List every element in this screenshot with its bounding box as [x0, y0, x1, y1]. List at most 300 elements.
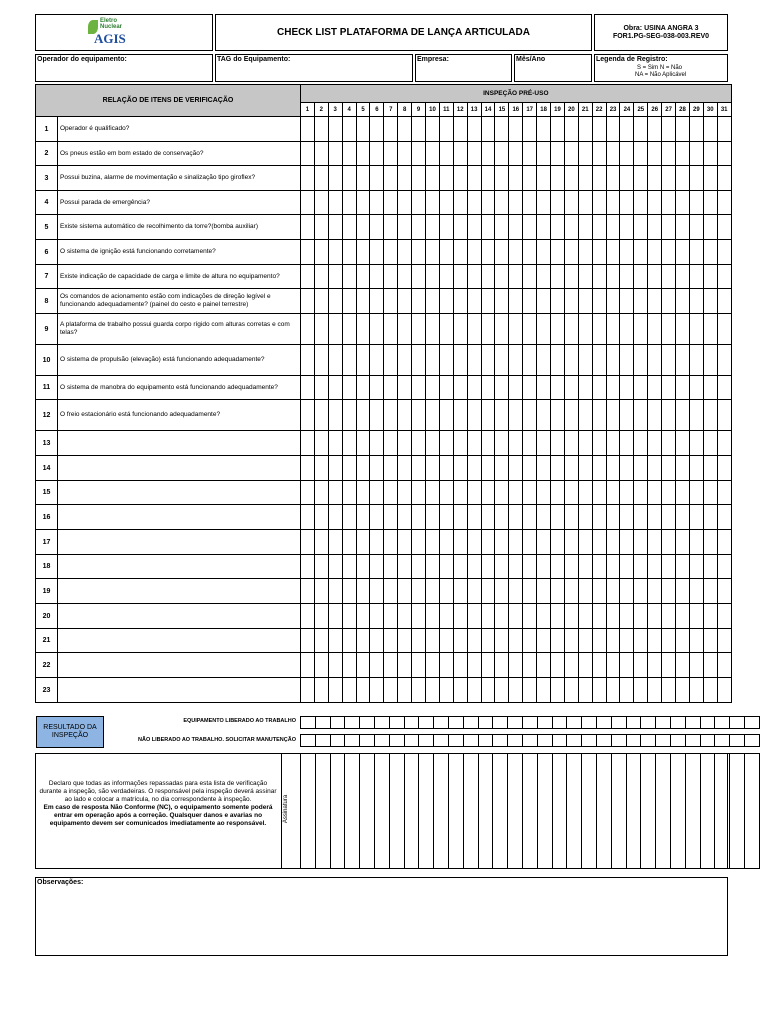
- check-cell[interactable]: [453, 289, 467, 314]
- check-cell[interactable]: [384, 481, 398, 505]
- check-cell[interactable]: [676, 481, 690, 505]
- check-cell[interactable]: [370, 530, 384, 555]
- check-cell[interactable]: [328, 142, 342, 166]
- check-cell[interactable]: [342, 166, 356, 191]
- check-cell[interactable]: [509, 215, 523, 240]
- check-cell[interactable]: [412, 653, 426, 678]
- check-cell[interactable]: [537, 240, 551, 265]
- check-cell[interactable]: [537, 376, 551, 400]
- check-cell[interactable]: [301, 678, 315, 703]
- check-cell[interactable]: [689, 215, 703, 240]
- check-cell[interactable]: [551, 456, 565, 481]
- check-cell[interactable]: [648, 555, 662, 579]
- check-cell[interactable]: [537, 166, 551, 191]
- check-cell[interactable]: [620, 555, 634, 579]
- check-cell[interactable]: [412, 505, 426, 530]
- check-cell[interactable]: [370, 481, 384, 505]
- check-cell[interactable]: [453, 456, 467, 481]
- check-cell[interactable]: [398, 142, 412, 166]
- liberado-cell[interactable]: [493, 717, 508, 729]
- check-cell[interactable]: [398, 376, 412, 400]
- check-cell[interactable]: [592, 215, 606, 240]
- check-cell[interactable]: [648, 345, 662, 376]
- check-cell[interactable]: [342, 142, 356, 166]
- check-cell[interactable]: [662, 400, 676, 431]
- liberado-cell[interactable]: [463, 717, 478, 729]
- check-cell[interactable]: [689, 481, 703, 505]
- check-cell[interactable]: [634, 400, 648, 431]
- check-cell[interactable]: [453, 142, 467, 166]
- check-cell[interactable]: [537, 555, 551, 579]
- check-cell[interactable]: [509, 166, 523, 191]
- check-cell[interactable]: [356, 142, 370, 166]
- check-cell[interactable]: [314, 653, 328, 678]
- check-cell[interactable]: [398, 481, 412, 505]
- check-cell[interactable]: [342, 117, 356, 142]
- liberado-cell[interactable]: [345, 717, 360, 729]
- check-cell[interactable]: [370, 604, 384, 629]
- check-cell[interactable]: [578, 653, 592, 678]
- check-cell[interactable]: [606, 215, 620, 240]
- check-cell[interactable]: [439, 579, 453, 604]
- liberado-cell[interactable]: [685, 717, 700, 729]
- check-cell[interactable]: [634, 376, 648, 400]
- check-cell[interactable]: [634, 481, 648, 505]
- check-cell[interactable]: [453, 265, 467, 289]
- check-cell[interactable]: [301, 142, 315, 166]
- check-cell[interactable]: [717, 579, 731, 604]
- signature-cell[interactable]: [404, 754, 419, 869]
- check-cell[interactable]: [564, 289, 578, 314]
- nao-liberado-cell[interactable]: [582, 735, 597, 747]
- check-cell[interactable]: [453, 166, 467, 191]
- check-cell[interactable]: [689, 530, 703, 555]
- nao-liberado-cell[interactable]: [463, 735, 478, 747]
- check-cell[interactable]: [356, 376, 370, 400]
- check-cell[interactable]: [356, 653, 370, 678]
- check-cell[interactable]: [620, 579, 634, 604]
- check-cell[interactable]: [592, 505, 606, 530]
- check-cell[interactable]: [370, 505, 384, 530]
- check-cell[interactable]: [634, 456, 648, 481]
- check-cell[interactable]: [523, 314, 537, 345]
- check-cell[interactable]: [620, 629, 634, 653]
- check-cell[interactable]: [439, 555, 453, 579]
- check-cell[interactable]: [634, 117, 648, 142]
- check-cell[interactable]: [453, 314, 467, 345]
- check-cell[interactable]: [314, 166, 328, 191]
- check-cell[interactable]: [523, 265, 537, 289]
- check-cell[interactable]: [551, 629, 565, 653]
- check-cell[interactable]: [426, 629, 440, 653]
- check-cell[interactable]: [439, 530, 453, 555]
- check-cell[interactable]: [592, 678, 606, 703]
- check-cell[interactable]: [551, 314, 565, 345]
- check-cell[interactable]: [509, 653, 523, 678]
- check-cell[interactable]: [301, 431, 315, 456]
- check-cell[interactable]: [481, 142, 495, 166]
- check-cell[interactable]: [301, 400, 315, 431]
- check-cell[interactable]: [634, 215, 648, 240]
- check-cell[interactable]: [384, 678, 398, 703]
- check-cell[interactable]: [328, 431, 342, 456]
- check-cell[interactable]: [703, 456, 717, 481]
- liberado-cell[interactable]: [715, 717, 730, 729]
- check-cell[interactable]: [592, 265, 606, 289]
- signature-cell[interactable]: [537, 754, 552, 869]
- check-cell[interactable]: [523, 142, 537, 166]
- check-cell[interactable]: [537, 481, 551, 505]
- check-cell[interactable]: [384, 555, 398, 579]
- check-cell[interactable]: [453, 191, 467, 215]
- check-cell[interactable]: [439, 345, 453, 376]
- check-cell[interactable]: [481, 629, 495, 653]
- check-cell[interactable]: [717, 265, 731, 289]
- check-cell[interactable]: [592, 555, 606, 579]
- check-cell[interactable]: [439, 314, 453, 345]
- check-cell[interactable]: [342, 579, 356, 604]
- check-cell[interactable]: [453, 555, 467, 579]
- check-cell[interactable]: [426, 400, 440, 431]
- check-cell[interactable]: [495, 629, 509, 653]
- check-cell[interactable]: [537, 678, 551, 703]
- check-cell[interactable]: [648, 678, 662, 703]
- check-cell[interactable]: [662, 555, 676, 579]
- check-cell[interactable]: [537, 215, 551, 240]
- liberado-cell[interactable]: [508, 717, 523, 729]
- check-cell[interactable]: [620, 481, 634, 505]
- check-cell[interactable]: [689, 142, 703, 166]
- check-cell[interactable]: [301, 215, 315, 240]
- check-cell[interactable]: [717, 240, 731, 265]
- check-cell[interactable]: [523, 481, 537, 505]
- check-cell[interactable]: [648, 400, 662, 431]
- check-cell[interactable]: [328, 215, 342, 240]
- check-cell[interactable]: [328, 240, 342, 265]
- liberado-cell[interactable]: [301, 717, 316, 729]
- check-cell[interactable]: [578, 555, 592, 579]
- check-cell[interactable]: [412, 376, 426, 400]
- check-cell[interactable]: [564, 314, 578, 345]
- check-cell[interactable]: [439, 481, 453, 505]
- check-cell[interactable]: [384, 604, 398, 629]
- liberado-cell[interactable]: [626, 717, 641, 729]
- check-cell[interactable]: [314, 265, 328, 289]
- check-cell[interactable]: [606, 289, 620, 314]
- check-cell[interactable]: [467, 629, 481, 653]
- check-cell[interactable]: [717, 289, 731, 314]
- nao-liberado-cell[interactable]: [656, 735, 671, 747]
- signature-cell[interactable]: [493, 754, 508, 869]
- check-cell[interactable]: [342, 629, 356, 653]
- check-cell[interactable]: [620, 400, 634, 431]
- check-cell[interactable]: [703, 142, 717, 166]
- check-cell[interactable]: [564, 629, 578, 653]
- check-cell[interactable]: [662, 289, 676, 314]
- check-cell[interactable]: [578, 215, 592, 240]
- check-cell[interactable]: [606, 191, 620, 215]
- check-cell[interactable]: [439, 505, 453, 530]
- check-cell[interactable]: [606, 579, 620, 604]
- check-cell[interactable]: [564, 530, 578, 555]
- empresa-field[interactable]: [415, 54, 512, 82]
- check-cell[interactable]: [676, 579, 690, 604]
- liberado-cell[interactable]: [434, 717, 449, 729]
- check-cell[interactable]: [356, 629, 370, 653]
- signature-cell[interactable]: [345, 754, 360, 869]
- check-cell[interactable]: [537, 431, 551, 456]
- check-cell[interactable]: [495, 117, 509, 142]
- check-cell[interactable]: [578, 314, 592, 345]
- check-cell[interactable]: [314, 678, 328, 703]
- check-cell[interactable]: [648, 629, 662, 653]
- check-cell[interactable]: [564, 166, 578, 191]
- check-cell[interactable]: [703, 505, 717, 530]
- check-cell[interactable]: [342, 530, 356, 555]
- check-cell[interactable]: [676, 345, 690, 376]
- check-cell[interactable]: [495, 240, 509, 265]
- signature-cell[interactable]: [700, 754, 715, 869]
- nao-liberado-cell[interactable]: [345, 735, 360, 747]
- check-cell[interactable]: [426, 215, 440, 240]
- check-cell[interactable]: [606, 653, 620, 678]
- check-cell[interactable]: [398, 579, 412, 604]
- check-cell[interactable]: [467, 289, 481, 314]
- check-cell[interactable]: [509, 481, 523, 505]
- check-cell[interactable]: [676, 215, 690, 240]
- check-cell[interactable]: [481, 376, 495, 400]
- nao-liberado-cell[interactable]: [434, 735, 449, 747]
- check-cell[interactable]: [523, 604, 537, 629]
- check-cell[interactable]: [703, 345, 717, 376]
- check-cell[interactable]: [620, 142, 634, 166]
- check-cell[interactable]: [551, 579, 565, 604]
- check-cell[interactable]: [495, 289, 509, 314]
- check-cell[interactable]: [689, 431, 703, 456]
- check-cell[interactable]: [564, 555, 578, 579]
- nao-liberado-cell[interactable]: [700, 735, 715, 747]
- check-cell[interactable]: [398, 653, 412, 678]
- check-cell[interactable]: [620, 678, 634, 703]
- check-cell[interactable]: [717, 530, 731, 555]
- check-cell[interactable]: [370, 431, 384, 456]
- check-cell[interactable]: [384, 505, 398, 530]
- check-cell[interactable]: [495, 400, 509, 431]
- check-cell[interactable]: [384, 117, 398, 142]
- check-cell[interactable]: [509, 376, 523, 400]
- check-cell[interactable]: [620, 265, 634, 289]
- check-cell[interactable]: [439, 240, 453, 265]
- check-cell[interactable]: [717, 555, 731, 579]
- check-cell[interactable]: [453, 240, 467, 265]
- check-cell[interactable]: [439, 431, 453, 456]
- check-cell[interactable]: [648, 481, 662, 505]
- check-cell[interactable]: [703, 530, 717, 555]
- check-cell[interactable]: [703, 376, 717, 400]
- check-cell[interactable]: [328, 314, 342, 345]
- check-cell[interactable]: [426, 456, 440, 481]
- check-cell[interactable]: [314, 555, 328, 579]
- check-cell[interactable]: [551, 191, 565, 215]
- check-cell[interactable]: [412, 431, 426, 456]
- check-cell[interactable]: [703, 579, 717, 604]
- check-cell[interactable]: [370, 456, 384, 481]
- check-cell[interactable]: [648, 653, 662, 678]
- nao-liberado-cell[interactable]: [670, 735, 685, 747]
- check-cell[interactable]: [592, 604, 606, 629]
- check-cell[interactable]: [495, 191, 509, 215]
- check-cell[interactable]: [356, 166, 370, 191]
- liberado-cell[interactable]: [611, 717, 626, 729]
- check-cell[interactable]: [342, 215, 356, 240]
- check-cell[interactable]: [370, 376, 384, 400]
- mes-ano-field[interactable]: [514, 54, 592, 82]
- check-cell[interactable]: [509, 579, 523, 604]
- check-cell[interactable]: [467, 456, 481, 481]
- check-cell[interactable]: [578, 345, 592, 376]
- check-cell[interactable]: [634, 653, 648, 678]
- check-cell[interactable]: [648, 530, 662, 555]
- check-cell[interactable]: [537, 604, 551, 629]
- check-cell[interactable]: [676, 400, 690, 431]
- operador-field[interactable]: [35, 54, 213, 82]
- nao-liberado-cell[interactable]: [567, 735, 582, 747]
- check-cell[interactable]: [356, 265, 370, 289]
- check-cell[interactable]: [384, 191, 398, 215]
- check-cell[interactable]: [648, 314, 662, 345]
- check-cell[interactable]: [398, 215, 412, 240]
- check-cell[interactable]: [606, 481, 620, 505]
- nao-liberado-cell[interactable]: [493, 735, 508, 747]
- check-cell[interactable]: [662, 530, 676, 555]
- check-cell[interactable]: [328, 289, 342, 314]
- check-cell[interactable]: [689, 289, 703, 314]
- check-cell[interactable]: [564, 376, 578, 400]
- check-cell[interactable]: [384, 456, 398, 481]
- check-cell[interactable]: [634, 240, 648, 265]
- liberado-cell[interactable]: [448, 717, 463, 729]
- check-cell[interactable]: [717, 456, 731, 481]
- check-cell[interactable]: [328, 481, 342, 505]
- check-cell[interactable]: [412, 166, 426, 191]
- check-cell[interactable]: [398, 191, 412, 215]
- check-cell[interactable]: [439, 653, 453, 678]
- signature-cell[interactable]: [463, 754, 478, 869]
- check-cell[interactable]: [481, 265, 495, 289]
- signature-cell[interactable]: [315, 754, 330, 869]
- check-cell[interactable]: [564, 653, 578, 678]
- check-cell[interactable]: [592, 431, 606, 456]
- check-cell[interactable]: [689, 265, 703, 289]
- check-cell[interactable]: [509, 629, 523, 653]
- check-cell[interactable]: [384, 265, 398, 289]
- check-cell[interactable]: [703, 215, 717, 240]
- check-cell[interactable]: [634, 530, 648, 555]
- nao-liberado-cell[interactable]: [508, 735, 523, 747]
- check-cell[interactable]: [370, 191, 384, 215]
- check-cell[interactable]: [398, 629, 412, 653]
- check-cell[interactable]: [717, 314, 731, 345]
- check-cell[interactable]: [301, 530, 315, 555]
- check-cell[interactable]: [398, 166, 412, 191]
- check-cell[interactable]: [453, 215, 467, 240]
- check-cell[interactable]: [606, 530, 620, 555]
- check-cell[interactable]: [662, 456, 676, 481]
- check-cell[interactable]: [426, 653, 440, 678]
- check-cell[interactable]: [578, 289, 592, 314]
- check-cell[interactable]: [676, 142, 690, 166]
- check-cell[interactable]: [537, 400, 551, 431]
- check-cell[interactable]: [356, 240, 370, 265]
- check-cell[interactable]: [564, 265, 578, 289]
- check-cell[interactable]: [537, 579, 551, 604]
- check-cell[interactable]: [412, 314, 426, 345]
- check-cell[interactable]: [384, 629, 398, 653]
- check-cell[interactable]: [384, 166, 398, 191]
- check-cell[interactable]: [578, 678, 592, 703]
- check-cell[interactable]: [314, 215, 328, 240]
- check-cell[interactable]: [467, 265, 481, 289]
- check-cell[interactable]: [314, 431, 328, 456]
- check-cell[interactable]: [537, 530, 551, 555]
- check-cell[interactable]: [495, 376, 509, 400]
- check-cell[interactable]: [648, 265, 662, 289]
- check-cell[interactable]: [356, 400, 370, 431]
- check-cell[interactable]: [370, 653, 384, 678]
- check-cell[interactable]: [412, 629, 426, 653]
- check-cell[interactable]: [578, 265, 592, 289]
- check-cell[interactable]: [301, 314, 315, 345]
- check-cell[interactable]: [412, 345, 426, 376]
- check-cell[interactable]: [412, 481, 426, 505]
- check-cell[interactable]: [314, 481, 328, 505]
- check-cell[interactable]: [606, 142, 620, 166]
- check-cell[interactable]: [342, 345, 356, 376]
- check-cell[interactable]: [453, 629, 467, 653]
- check-cell[interactable]: [495, 604, 509, 629]
- check-cell[interactable]: [481, 505, 495, 530]
- check-cell[interactable]: [301, 653, 315, 678]
- check-cell[interactable]: [398, 345, 412, 376]
- check-cell[interactable]: [412, 117, 426, 142]
- check-cell[interactable]: [592, 456, 606, 481]
- check-cell[interactable]: [662, 579, 676, 604]
- check-cell[interactable]: [398, 505, 412, 530]
- check-cell[interactable]: [551, 431, 565, 456]
- check-cell[interactable]: [342, 653, 356, 678]
- check-cell[interactable]: [481, 166, 495, 191]
- check-cell[interactable]: [439, 289, 453, 314]
- check-cell[interactable]: [301, 604, 315, 629]
- check-cell[interactable]: [453, 376, 467, 400]
- check-cell[interactable]: [676, 191, 690, 215]
- check-cell[interactable]: [453, 481, 467, 505]
- check-cell[interactable]: [412, 265, 426, 289]
- check-cell[interactable]: [342, 555, 356, 579]
- signature-cell[interactable]: [715, 754, 730, 869]
- check-cell[interactable]: [703, 629, 717, 653]
- check-cell[interactable]: [606, 604, 620, 629]
- check-cell[interactable]: [356, 431, 370, 456]
- check-cell[interactable]: [620, 530, 634, 555]
- check-cell[interactable]: [301, 376, 315, 400]
- check-cell[interactable]: [509, 456, 523, 481]
- check-cell[interactable]: [384, 400, 398, 431]
- liberado-cell[interactable]: [567, 717, 582, 729]
- liberado-cell[interactable]: [360, 717, 375, 729]
- check-cell[interactable]: [426, 555, 440, 579]
- check-cell[interactable]: [578, 604, 592, 629]
